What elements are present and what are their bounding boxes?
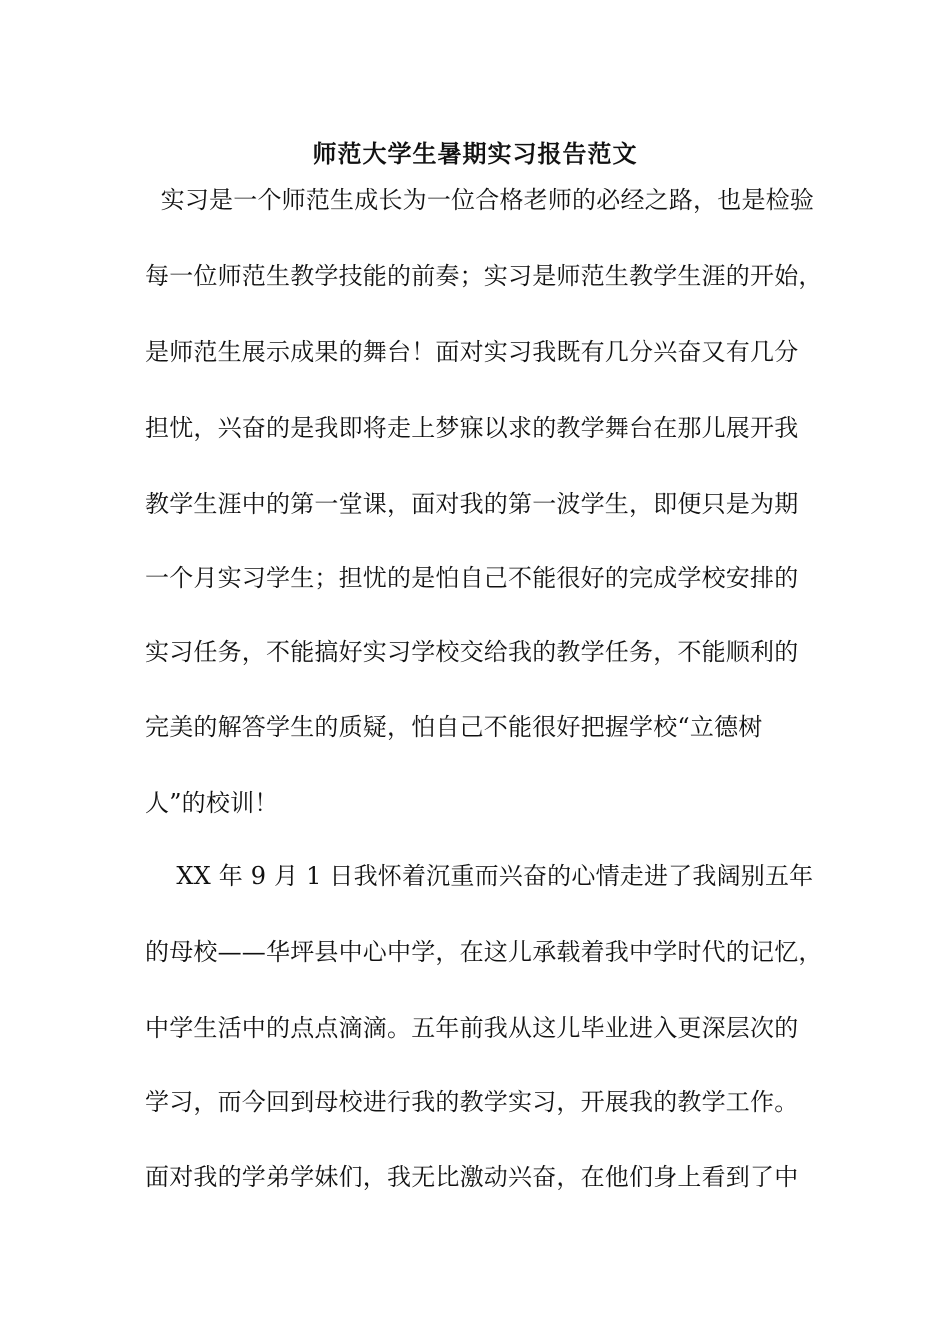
paragraph-line: 面对我的学弟学妹们，我无比激动兴奋，在他们身上看到了中	[145, 1163, 799, 1191]
paragraph-line: XX 年 9 月 1 日我怀着沉重而兴奋的心情走进了我阔别五年	[145, 862, 814, 890]
paragraph-line: 实习任务，不能搞好实习学校交给我的教学任务，不能顺利的	[145, 638, 799, 666]
paragraph-line: 是师范生展示成果的舞台！面对实习我既有几分兴奋又有几分	[145, 338, 799, 366]
paragraph-line: 教学生涯中的第一堂课，面对我的第一波学生，即便只是为期	[145, 490, 799, 518]
paragraph-line: 人”的校训！	[145, 789, 279, 817]
paragraph-line: 实习是一个师范生成长为一位合格老师的必经之路，也是检验	[145, 186, 815, 214]
paragraph-line: 每一位师范生教学技能的前奏；实习是师范生教学生涯的开始，	[145, 262, 823, 290]
document-title: 师范大学生暑期实习报告范文	[312, 139, 638, 168]
paragraph-line: 中学生活中的点点滴滴。五年前我从这儿毕业进入更深层次的	[145, 1014, 799, 1042]
paragraph-line: 一个月实习学生；担忧的是怕自己不能很好的完成学校安排的	[145, 564, 799, 592]
paragraph-line: 学习，而今回到母校进行我的教学实习，开展我的教学工作。	[145, 1088, 799, 1116]
paragraph-line: 担忧，兴奋的是我即将走上梦寐以求的教学舞台在那儿展开我	[145, 414, 799, 442]
paragraph-line: 完美的解答学生的质疑，怕自己不能很好把握学校“立德树	[145, 713, 763, 741]
paragraph-line: 的母校——华坪县中心中学，在这儿承载着我中学时代的记忆，	[145, 938, 823, 966]
